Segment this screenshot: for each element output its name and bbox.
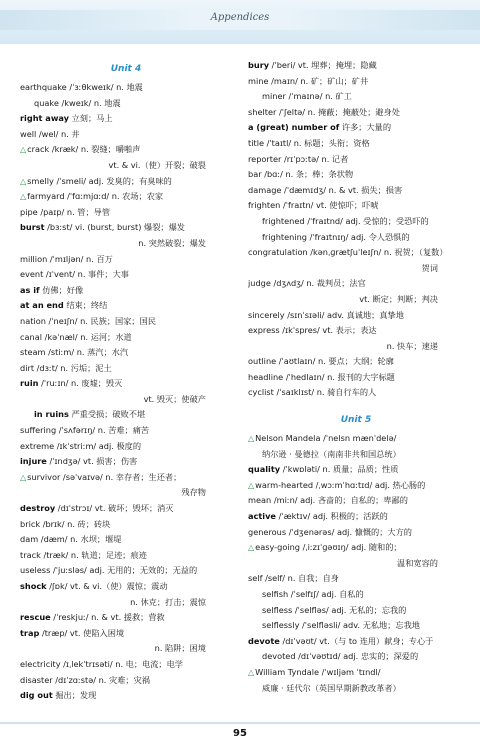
headword: miner [262,91,286,102]
definition: /ˈruːɪn/ n. 废墟；毁灭 [38,378,123,389]
headword: devote [248,635,280,646]
vocab-entry [20,657,232,673]
unit-heading: Unit 5 [340,415,372,426]
vocab-entry [20,626,232,642]
vocab-entry [248,571,464,587]
vocab-entry [20,330,232,346]
definition: /rɪˈpɔːtə/ n. 记者 [281,153,349,164]
headword: shelter [248,106,277,117]
page-number: 95 [233,728,247,739]
headword: express [248,325,280,336]
headword: mine [248,75,269,86]
triangle-marker-icon: △ [20,192,27,202]
headword: crack [27,144,50,155]
headword: in ruins [34,409,69,420]
definition: /ˈfraɪtn/ vt. 使惊吓；吓唬 [280,200,379,211]
vocab-entry [248,634,464,650]
headword: dam [20,534,39,545]
definition: /sɪnˈsɪəli/ adv. 真诚地；真挚地 [284,309,404,320]
vocab-entry [20,158,232,174]
definition: /dɪˈzɑːstə/ n. 灾难；灾祸 [52,674,150,685]
vocab-entry [20,548,232,564]
vocab-entry [20,641,232,657]
unit-heading: Unit 4 [110,64,142,74]
vocab-entry [20,189,232,205]
definition: 立刻；马上 [69,113,113,124]
definition: /ˈmaɪnə/ n. 矿工 [285,91,352,102]
definition: /dɜːt/ n. 污垢；泥土 [34,362,112,373]
headword: frightening [262,231,308,242]
vocab-entry [20,80,232,96]
vocab-entry [20,595,232,611]
vocab-entry [20,174,232,190]
definition: /ˌwɔːmˈhɑːtɪd/ adj. 热心肠的 [313,479,426,490]
headword: title [248,137,265,148]
definition: /ˈdʒenərəs/ adj. 慷慨的；大方的 [286,526,412,537]
vocab-entry [20,220,232,236]
vocab-entry [20,96,232,112]
headword: survivor [27,471,61,482]
definition: /dɪˈvəʊt/ vt.（与 to 连用）献身；专心于 [279,635,434,646]
definition: /stiːm/ n. 蒸汽；水汽 [45,347,129,358]
definition: /paɪp/ n. 管；导管 [37,206,111,217]
definition: /bɜːst/ vi. (burst, burst) 爆裂；爆发 [44,222,185,233]
triangle-marker-icon: △ [20,145,27,155]
vocab-entry [248,58,464,74]
definition: n. 突然破裂；爆发 [138,237,206,248]
headword: disaster [20,674,53,685]
vocab-entry [248,478,464,494]
headword: cyclist [248,387,274,398]
definition: /ɪkˈspres/ vt. 表示；表达 [279,325,377,336]
vocab-entry [248,74,464,90]
headword: a (great) number of [248,122,340,133]
definition: 残存物 [181,487,206,498]
headword: burst [20,222,45,233]
headword: earthquake [20,82,67,92]
vocab-entry [20,345,232,361]
headword: mean [248,495,272,506]
definition: /ʃɒk/ vt. & vi.（使）震惊；震动 [46,581,168,591]
triangle-marker-icon: △ [248,434,255,444]
definition: /ˈsmeli/ adj. 发臭的；有臭味的 [53,175,172,186]
definition: /dɪˈstrɔɪ/ vt. 破坏；毁坏；消灭 [55,503,174,514]
vocab-entry [248,462,464,478]
vocab-entry [248,665,464,681]
definition: /ˈkwɒləti/ n. 质量；品质；性质 [280,464,399,475]
vocab-entry [248,431,464,447]
definition: 结束；终结 [63,300,108,311]
vocab-entry [248,385,464,401]
vocab-entry [20,532,232,548]
headword: sincerely [248,309,285,320]
headword: selfish [262,589,289,599]
vocab-entry [20,423,232,439]
headword: at an end [20,300,64,311]
vocab-entry [20,485,232,501]
headword: trap [20,627,40,638]
vocab-entry [248,245,464,261]
vocab-entry [248,152,464,168]
definition: /kəˈnæl/ n. 运河；水道 [42,331,132,342]
vocab-entry [248,105,464,121]
triangle-marker-icon: △ [248,543,255,553]
definition: /ˈsaɪklɪst/ n. 骑自行车的人 [273,387,377,398]
vocab-entry [248,183,464,199]
vocab-entry [20,517,232,533]
vocab-entry [248,618,464,634]
definition: 许多；大量的 [339,122,392,133]
vocab-entry [20,579,232,595]
vocab-entry [20,111,232,127]
definition: n. 快车；速递 [386,340,438,351]
headword: warm-hearted [255,479,314,490]
headword: generous [248,526,287,537]
headword: headline [248,371,284,382]
vocab-entry [248,587,464,603]
footer-divider [0,722,480,724]
vocab-entry [20,501,232,517]
definition: /ˈɪndʒə/ vt. 损害；伤害 [46,456,138,467]
vocab-entry [248,447,464,463]
vocab-entry [248,493,464,509]
headword: congratulation [248,247,308,258]
headword: event [20,269,44,280]
definition: /ˈselfləs/ adj. 无私的；忘我的 [292,604,407,615]
vocab-entry [248,198,464,214]
vocab-entry [20,470,232,486]
definition: /bɑː/ n. 条；棒；条状物 [261,169,354,180]
headword: canal [20,331,42,342]
definition: n. 休克；打击；震惊 [130,596,206,607]
headword: selfless [262,604,293,615]
definition: /ˈberi/ vt. 埋葬；掩埋；隐藏 [269,60,377,70]
vocab-entry [248,649,464,665]
headword: dig out [20,690,53,701]
vocab-list [248,431,464,696]
triangle-marker-icon: △ [248,667,255,677]
vocab-entry [20,267,232,283]
headword: shock [20,581,47,591]
definition: /ˈnelsn mænˈdelə/ [320,433,397,444]
headword: frightened [262,215,305,226]
vocab-entry [248,509,464,525]
headword: outline [248,356,277,367]
headword: well [20,128,37,139]
vocab-entry [248,214,464,230]
vocab-entry [20,376,232,392]
vocab-entry [20,688,232,704]
vocab-entry [20,142,232,158]
triangle-marker-icon: △ [20,176,27,186]
headword: selflessly [262,620,300,631]
headword: self [248,573,263,584]
vocab-entry [248,556,464,572]
headword: electricity [20,658,61,669]
definition: 威廉 · 廷代尔（英国早期新教改革者） [262,682,401,693]
right-column [248,58,464,696]
vocab-entry [248,540,464,556]
definition: /dæm/ n. 水坝；堰堤 [38,534,122,545]
definition: /ˈreskjuː/ n. & vt. 援救；营救 [50,612,165,623]
definition: /ˈæktɪv/ adj. 积极的；活跃的 [276,511,388,522]
definition: /ɪˌlekˈtrɪsəti/ n. 电；电流；电学 [60,658,183,669]
headword: suffering [20,425,57,436]
headword: track [20,549,41,560]
definition: /ˈfraɪtnd/ adj. 受惊的；受恐吓的 [304,215,429,226]
headword: injure [20,456,47,467]
vocab-entry [20,439,232,455]
definition: vt. & vi.（使）开裂；破裂 [108,159,206,170]
headword: William Tyndale [255,666,320,677]
definition: /træp/ vt. 使陷入困境 [39,627,125,638]
headword: right away [20,113,69,124]
headword: damage [248,184,282,195]
headword: rescue [20,612,51,623]
definition: n. 陷阱；困境 [154,643,206,654]
vocab-entry [20,314,232,330]
definition: 纳尔逊 · 曼德拉（南南非共和国总统） [262,448,401,459]
headword: extreme [20,440,55,451]
definition: /dʒʌdʒ/ n. 裁判员；法官 [270,278,366,289]
definition: /ˈjuːsləs/ adj. 无用的；无效的；无益的 [50,565,198,576]
definition: /ˈʃeltə/ n. 掩蔽；掩蔽处；避身处 [276,106,400,117]
definition: /ˈɜːθkweɪk/ n. 地震 [66,82,143,92]
definition: /ˈmɪljən/ n. 百万 [47,253,113,264]
definition: /ˈselfɪʃ/ adj. 自私的 [288,589,364,599]
headword: nation [20,315,46,326]
definition: /ˈwɪljəm ˈtɪndl/ [319,666,381,677]
vocab-entry [20,236,232,252]
definition: /ˌiːzɪˈɡəʊɪŋ/ adj. 随和的； [300,542,402,553]
vocab-entry [20,563,232,579]
vocab-entry [248,292,464,308]
vocab-entry [20,205,232,221]
definition: /træk/ n. 轨道；足迹；痕迹 [40,549,147,560]
definition: /ˈdæmɪdʒ/ n. & vt. 损失；损害 [281,184,403,195]
vocab-entry [248,339,464,355]
headword: quake [34,97,59,108]
headword: as if [20,284,40,295]
vocab-entry [248,230,464,246]
definition: /ˈneɪʃn/ n. 民族；国家；国民 [45,315,156,326]
definition: 严重受损；破败不堪 [68,409,146,420]
vocab-entry [248,89,464,105]
page-header [0,0,480,44]
headword: useless [20,565,51,576]
headword: smelly [27,175,54,186]
headword: destroy [20,503,56,514]
headword: devoted [262,651,296,662]
definition: /ˈhedlaɪn/ n. 报刊的大字标题 [283,371,395,382]
page-title: Appendices [210,12,270,23]
definition: 掘出；发现 [52,690,97,701]
vocab-entry [20,252,232,268]
headword: reporter [248,153,282,164]
vocab-list [20,80,232,704]
headword: easy-going [255,542,300,553]
definition: vt. 断定；判断；判决 [359,293,438,304]
definition: /ɪˈvent/ n. 事件；大事 [43,269,129,280]
vocab-entry [248,603,464,619]
vocab-entry [248,354,464,370]
definition: /wel/ n. 井 [36,128,80,139]
triangle-marker-icon: △ [20,472,27,482]
vocab-entry [248,308,464,324]
vocab-list [248,58,464,401]
definition: 温和宽容的 [397,557,438,568]
vocab-entry [20,407,232,423]
definition: /kræk/ n. 裂缝；嚼啪声 [49,144,141,155]
headword: bar [248,169,262,180]
vocab-entry [20,361,232,377]
definition: /ˈtaɪtl/ n. 标题；头衔；资格 [264,137,370,148]
headword: million [20,253,48,264]
definition: 贺词 [421,262,438,273]
headword: ruin [20,378,39,389]
vocab-entry [248,681,464,697]
vocab-entry [248,525,464,541]
definition: /self/ n. 自我；自身 [262,573,339,584]
definition: vt. 毁灭；使破产 [143,393,206,404]
definition: /kənˌɡrætʃuˈleɪʃn/ n. 祝贺；（复数） [307,247,448,258]
definition: /miːn/ adj. 吝啬的；自私的；卑鄙的 [271,495,408,506]
vocab-entry [248,167,464,183]
definition: /ɪkˈstriːm/ adj. 极度的 [54,440,142,451]
vocab-entry [248,136,464,152]
headword: quality [248,464,281,475]
headword: Nelson Mandela [255,433,321,444]
definition: /maɪn/ n. 矿；矿山；矿井 [268,75,369,86]
headword: active [248,511,276,522]
vocab-entry [20,392,232,408]
vocab-entry [248,120,464,136]
vocab-entry [20,673,232,689]
headword: judge [248,278,271,289]
vocab-entry [20,610,232,626]
headword: frighten [248,200,281,211]
definition: 仿佛；好像 [39,284,84,295]
vocab-entry [20,454,232,470]
headword: brick [20,518,41,529]
definition: /brɪk/ n. 砖；砖块 [40,518,111,529]
definition: /ˈselfləsli/ adv. 无私地；忘我地 [299,620,420,631]
definition: /kweɪk/ n. 地震 [58,97,121,108]
vocab-entry [248,370,464,386]
headword: steam [20,347,46,358]
headword: dirt [20,362,35,373]
headword: pipe [20,206,38,217]
vocab-entry [248,276,464,292]
headword: farmyard [27,191,65,202]
vocab-entry [248,261,464,277]
definition: /ˈsʌfərɪŋ/ n. 苦难；痛苦 [56,425,150,436]
vocab-entry [20,298,232,314]
definition: /ˈfɑːmjɑːd/ n. 农场；农家 [64,191,164,202]
definition: /səˈvaɪvə/ n. 幸存者；生还者； [60,471,182,482]
triangle-marker-icon: △ [248,480,255,490]
vocab-entry [20,127,232,143]
vocab-entry [248,323,464,339]
headword: bury [248,60,270,70]
definition: /ˈaʊtlaɪn/ n. 要点；大纲；轮廓 [276,356,394,367]
vocab-entry [20,283,232,299]
left-column [20,58,232,704]
definition: /dɪˈvəʊtɪd/ adj. 忠实的；深爱的 [295,651,419,662]
definition: /ˈfraɪtnɪŋ/ adj. 令人恐惧的 [307,231,410,242]
